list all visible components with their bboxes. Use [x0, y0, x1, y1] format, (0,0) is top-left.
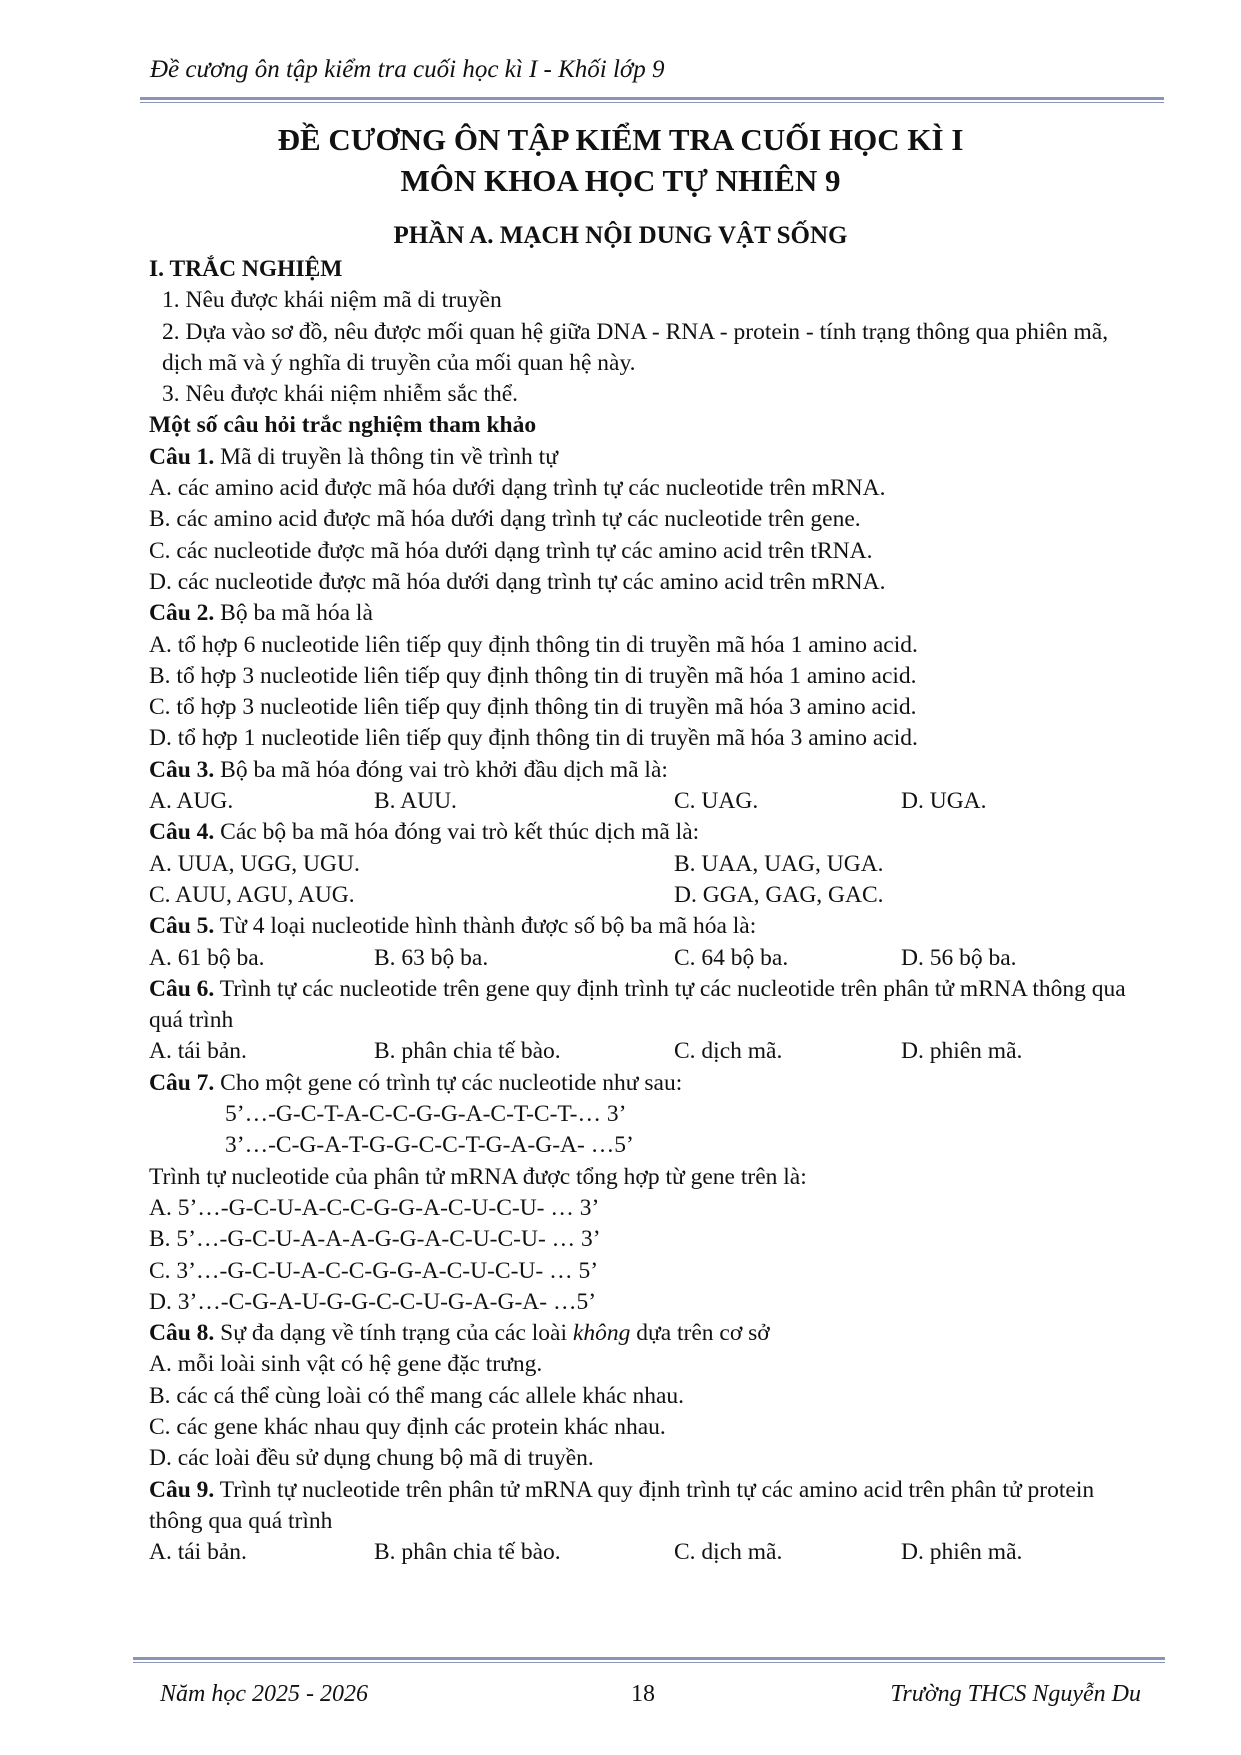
- question-1: [149, 442, 1139, 473]
- objective-item: 1. Nêu được khái niệm mã di truyền: [162, 287, 502, 314]
- option: A. 5’…-G-C-U-A-C-C-G-G-A-C-U-C-U- … 3’: [149, 1194, 600, 1221]
- option: D. 56 bộ ba.: [901, 944, 1017, 971]
- dna-sequence: 3’…-C-G-A-T-G-G-C-C-T-G-A-G-A- …5’: [225, 1132, 634, 1159]
- question-label: Câu 6.: [149, 975, 215, 1002]
- section-heading: PHẦN A. MẠCH NỘI DUNG VẬT SỐNG: [393, 222, 848, 249]
- footer-school-name: Trường THCS Nguyễn Du: [890, 1681, 1141, 1707]
- question-prompt: Trình tự nucleotide của phân tử mRNA được tổng hợp từ gene trên là:: [149, 1163, 807, 1190]
- question-label: Câu 5.: [149, 913, 215, 940]
- option: C. 3’…-G-C-U-A-C-C-G-G-A-C-U-C-U- … 5’: [149, 1257, 599, 1284]
- question-label: Câu 8.: [149, 1320, 215, 1347]
- option: D. các loài đều sử dụng chung bộ mã di truyền.: [149, 1445, 594, 1472]
- option: D. phiên mã.: [901, 1539, 1023, 1566]
- question-text: Cho một gene có trình tự các nucleotide như sau:: [214, 1069, 683, 1096]
- question-label: Câu 9.: [149, 1476, 215, 1503]
- part-heading: I. TRẮC NGHIỆM: [149, 256, 343, 282]
- option: A. tái bản.: [149, 1038, 247, 1065]
- objective-item: 2. Dựa vào sơ đồ, nêu được mối quan hệ giữa DNA - RNA - protein - tính trạng thông qua phiên mã, dịch mã và ý nghĩa di truyền của mối quan hệ này.: [162, 318, 1109, 376]
- option: D. GGA, GAG, GAC.: [674, 881, 884, 908]
- option: A. 61 bộ ba.: [149, 944, 265, 971]
- document-title-line-1: ĐỀ CƯƠNG ÔN TẬP KIỂM TRA CUỐI HỌC KÌ I: [277, 122, 964, 157]
- options-row: [149, 880, 1139, 911]
- question-6: [149, 974, 1139, 1037]
- option: B. các amino acid được mã hóa dưới dạng trình tự các nucleotide trên gene.: [149, 506, 861, 533]
- option: B. phân chia tế bào.: [374, 1038, 561, 1065]
- option: C. dịch mã.: [674, 1539, 783, 1566]
- document-title-line-2: MÔN KHOA HỌC TỰ NHIÊN 9: [400, 163, 841, 198]
- option: A. AUG.: [149, 788, 234, 815]
- option: C. các gene khác nhau quy định các protein khác nhau.: [149, 1413, 666, 1440]
- question-text: Bộ ba mã hóa là: [214, 600, 373, 627]
- objective-item: 3. Nêu được khái niệm nhiễm sắc thể.: [162, 381, 519, 408]
- option: A. tái bản.: [149, 1539, 247, 1566]
- option: B. các cá thể cùng loài có thể mang các allele khác nhau.: [149, 1382, 685, 1409]
- option: B. 63 bộ ba.: [374, 944, 489, 971]
- footer-school-year: Năm học 2025 - 2026: [160, 1681, 368, 1707]
- question-5: [149, 911, 1139, 942]
- option: A. mỗi loài sinh vật có hệ gene đặc trưng.: [149, 1351, 543, 1378]
- header-rule: [140, 97, 1164, 103]
- subheading: Một số câu hỏi trắc nghiệm tham khảo: [149, 412, 537, 439]
- option: A. các amino acid được mã hóa dưới dạng trình tự các nucleotide trên mRNA.: [149, 475, 886, 502]
- question-text: dựa trên cơ sở: [630, 1320, 770, 1347]
- option: D. tổ hợp 1 nucleotide liên tiếp quy định thông tin di truyền mã hóa 3 amino acid.: [149, 725, 918, 752]
- options-row: [149, 786, 1139, 817]
- options-row: [149, 943, 1139, 974]
- option: B. UAA, UAG, UGA.: [674, 850, 884, 877]
- option: D. UGA.: [901, 788, 987, 815]
- options-row: [149, 849, 1139, 880]
- question-text: Các bộ ba mã hóa đóng vai trò kết thúc dịch mã là:: [214, 819, 700, 846]
- question-text: Sự đa dạng về tính trạng của các loài: [214, 1320, 573, 1347]
- question-3: [149, 755, 1139, 786]
- option: C. dịch mã.: [674, 1038, 783, 1065]
- question-text: Mã di truyền là thông tin về trình tự: [214, 443, 558, 470]
- question-label: Câu 2.: [149, 600, 215, 627]
- question-text: Trình tự các nucleotide trên gene quy định trình tự các nucleotide trên phân tử mRNA thông qua quá trình: [149, 975, 1126, 1034]
- question-2: [149, 598, 1139, 629]
- question-9: [149, 1475, 1139, 1538]
- option: C. tổ hợp 3 nucleotide liên tiếp quy định thông tin di truyền mã hóa 3 amino acid.: [149, 694, 917, 721]
- option: C. AUU, AGU, AUG.: [149, 881, 355, 908]
- question-text: Từ 4 loại nucleotide hình thành được số bộ ba mã hóa là:: [214, 913, 757, 940]
- question-7: [149, 1068, 1139, 1099]
- option: B. tổ hợp 3 nucleotide liên tiếp quy định thông tin di truyền mã hóa 1 amino acid.: [149, 662, 917, 689]
- option: C. UAG.: [674, 788, 759, 815]
- option: C. 64 bộ ba.: [674, 944, 789, 971]
- question-label: Câu 7.: [149, 1069, 215, 1096]
- question-4: [149, 817, 1139, 848]
- option: D. phiên mã.: [901, 1038, 1023, 1065]
- question-emphasis: không: [572, 1320, 631, 1347]
- options-row: [149, 1036, 1139, 1067]
- question-label: Câu 1.: [149, 443, 215, 470]
- question-text: Trình tự nucleotide trên phân tử mRNA quy định trình tự các amino acid trên phân tử protein thông qua quá trình: [149, 1476, 1095, 1534]
- running-header: Đề cương ôn tập kiểm tra cuối học kì I - Khối lớp 9: [150, 56, 665, 83]
- question-label: Câu 3.: [149, 756, 215, 783]
- option: B. 5’…-G-C-U-A-A-A-G-G-A-C-U-C-U- … 3’: [149, 1226, 601, 1253]
- option: D. các nucleotide được mã hóa dưới dạng trình tự các amino acid trên mRNA.: [149, 568, 886, 595]
- option: B. phân chia tế bào.: [374, 1539, 561, 1566]
- question-text: Bộ ba mã hóa đóng vai trò khởi đầu dịch mã là:: [214, 756, 668, 783]
- option: B. AUU.: [374, 788, 457, 815]
- dna-sequence: 5’…-G-C-T-A-C-C-G-G-A-C-T-C-T-… 3’: [225, 1101, 627, 1128]
- options-row: [149, 1537, 1139, 1568]
- question-8: [149, 1318, 1139, 1349]
- option: A. UUA, UGG, UGU.: [149, 850, 360, 877]
- option: D. 3’…-C-G-A-U-G-G-C-C-U-G-A-G-A- …5’: [149, 1288, 597, 1315]
- footer-rule: [133, 1657, 1165, 1663]
- main-content: [149, 254, 1139, 1568]
- option: A. tổ hợp 6 nucleotide liên tiếp quy định thông tin di truyền mã hóa 1 amino acid.: [149, 631, 918, 658]
- page-number: 18: [631, 1681, 655, 1707]
- question-label: Câu 4.: [149, 819, 215, 846]
- option: C. các nucleotide được mã hóa dưới dạng trình tự các amino acid trên tRNA.: [149, 537, 873, 564]
